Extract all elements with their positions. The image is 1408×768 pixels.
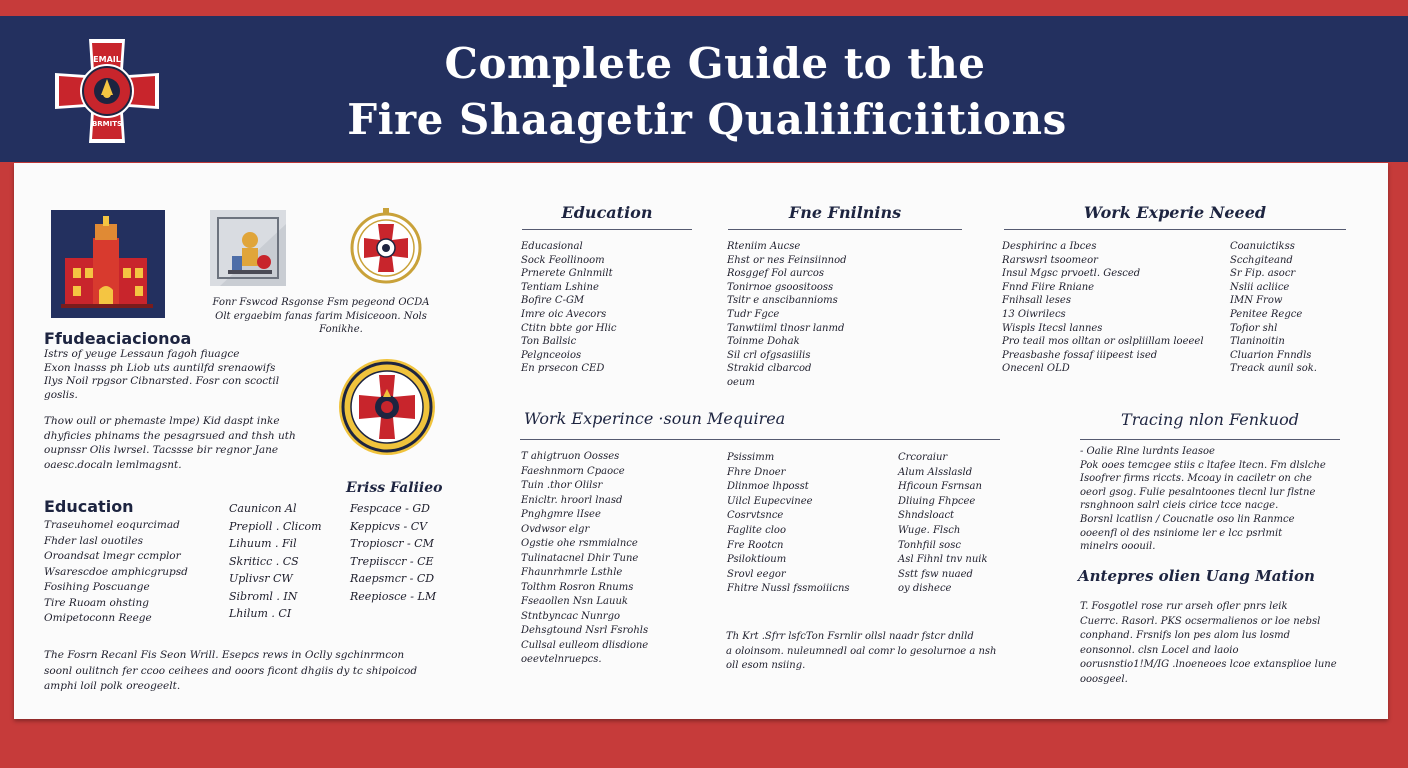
antepres-paragraph (1080, 600, 1337, 687)
education-divider (522, 229, 692, 230)
requirements-list-1 (521, 450, 648, 668)
list-item: Raepsmcr - CD (350, 572, 435, 585)
list-item: Tire Ruoam ohsting (44, 596, 150, 609)
list-item: Fosihing Poscuange (44, 581, 150, 593)
left-section-paragraph-2 (44, 414, 296, 472)
page-title (0, 36, 1408, 148)
list-item: Uilcl Eupecvinee (727, 495, 813, 507)
paragraph-line: Istrs of yeuge Lessaun fagoh fiuagce (44, 348, 240, 360)
tracing-paragraph (1080, 445, 1326, 554)
list-item: En prsecon CED (521, 363, 605, 375)
paragraph-line: conphand. Frsnifs lon pes alom lus losmd (1080, 630, 1291, 641)
header-banner (0, 16, 1408, 162)
training-column-heading: Fne Fnilnins (788, 203, 902, 222)
list-item: Scchgiteand (1230, 254, 1293, 266)
list-item: Fhitre Nussl fssmoiiicns (727, 583, 850, 595)
list-item: Ogstie ohe rsmmialnce (521, 538, 638, 549)
list-item: Cosrvtsnce (727, 510, 784, 522)
caption-line: Olt ergaebim fanas farim Misiceoon. Nols (215, 310, 427, 322)
list-item: Wuge. Flsch (898, 524, 961, 536)
list-item: Rarswsrl tsoomeor (1002, 254, 1098, 266)
list-item: Prnerete Gnlnmilt (521, 268, 613, 280)
list-item: Skriticc . CS (229, 554, 299, 568)
list-item: Psissimm (727, 452, 775, 463)
list-item: Pelgnceoios (521, 349, 582, 361)
paragraph-line: oll esom nsiing. (726, 660, 806, 671)
list-item: Penitee Regce (1230, 308, 1303, 320)
list-item: Educasional (521, 241, 583, 252)
paragraph-line: oaesc.docaln lemlmagsnt. (44, 458, 182, 471)
work-experience-right-items (1230, 240, 1317, 376)
list-item: Fespcace - GD (350, 502, 430, 515)
list-item: Faeshnmorn Cpaoce (521, 465, 625, 477)
paragraph-line: Isoofrer firms riccts. Mcoay in caciletr on che (1080, 473, 1312, 485)
title-line-2: Fire Shaagetir Qualiificiitions (347, 95, 1067, 144)
paragraph-line: goslis. (44, 388, 78, 401)
paragraph-line: minelrs ooouil. (1080, 541, 1156, 553)
caption-line: Fonr Fswcod Rsgonse Fsm pegeond OCDA (212, 297, 430, 308)
education-column-heading: Education (561, 203, 653, 222)
work-experience-required-divider (520, 439, 1000, 440)
list-item: Dlinmoe lhposst (727, 481, 809, 493)
paragraph-line: Thow oull or phemaste lmpe) Kid daspt inke (44, 415, 280, 427)
list-item: Dehsgtound Nsrl Fsrohls (521, 625, 649, 636)
list-item: Tonirnoe gsoositooss (727, 281, 834, 293)
work-experience-divider (1004, 229, 1346, 230)
paragraph-line: soonl oulitnch fer ccoo ceihees and ooors ficont dhgiis dy tc shipoicod (44, 664, 418, 677)
list-item: Prepioll . Clicom (229, 519, 322, 533)
list-item: oeevtelnruepcs. (521, 654, 602, 665)
list-item: Reepiosce - LM (350, 589, 437, 603)
paragraph-line: Ilys Noil rpgsor Cibnarsted. Fosr con scoctil (44, 375, 280, 388)
list-item: Tulinatacnel Dhir Tune (521, 552, 639, 564)
paragraph-line: - Oalie Rlne lurdnts Ieasoe (1080, 446, 1215, 457)
list-item: Sr Fip. asocr (1230, 268, 1296, 280)
list-item: Oroandsat lmegr ccmplor (44, 550, 181, 562)
fire-station-illustration (51, 210, 165, 318)
tracing-heading: Tracing nlon Fenkuod (1121, 410, 1299, 429)
list-item: Srovl eegor (727, 568, 786, 580)
list-item: Sibroml . IN (229, 589, 298, 603)
list-item: Tudr Fgce (727, 308, 780, 320)
list-item: 13 Oiwrilecs (1002, 308, 1066, 320)
fire-medal-icon (348, 208, 424, 286)
list-item: Tentiam Lshine (521, 281, 599, 293)
list-item: Psiloktioum (727, 554, 787, 566)
list-item: Uplivsr CW (229, 572, 293, 585)
list-item: Rosggef Fol aurcos (727, 268, 825, 280)
list-item: Sock Feollinoom (521, 254, 605, 266)
list-item: Lhilum . CI (229, 607, 292, 620)
list-item: Faglite cloo (727, 524, 786, 536)
paragraph-line: Borsnl lcatlisn / Coucnatle oso lin Ranmce (1080, 513, 1295, 525)
list-item: Pro teail mos olltan or oslpliillam loeeel (1002, 336, 1204, 348)
list-item: Fnihsall leses (1002, 295, 1071, 307)
list-item: Fnnd Fiire Rniane (1002, 281, 1095, 293)
left-footer-note (44, 648, 417, 695)
antepres-heading: Antepres olien Uang Mation (1078, 567, 1315, 585)
list-item: Tuin .thor Olilsr (521, 480, 603, 491)
requirements-footer-note (726, 630, 997, 674)
left-section-paragraph-1 (44, 348, 279, 402)
paragraph-line: oeorl gsog. Fulie pesalntoones tlecnl lur flstne (1080, 486, 1316, 498)
content-panel (14, 163, 1388, 719)
paragraph-line: ooeenfl ol des nsiniome ler e lcc psrlmit (1080, 527, 1283, 539)
list-item: Preasbashe fossaf iiipeest ised (1002, 349, 1158, 361)
list-item: Ovdwsor elgr (521, 523, 590, 535)
list-item: oeum (727, 376, 755, 388)
list-item: Shndsloact (898, 510, 955, 522)
list-item: Rteniim Aucse (727, 241, 801, 252)
caption-line: Fonikhe. (319, 324, 363, 335)
paragraph-line: ooosgeel. (1080, 673, 1128, 685)
training-items (727, 240, 847, 390)
education-codes-list (229, 500, 322, 623)
paragraph-line: a oloinsom. nuleumnedl oal comr lo gesolurnoe a nsh (726, 645, 997, 657)
requirements-list-3 (898, 451, 988, 597)
fire-department-seal-icon (337, 357, 437, 457)
training-divider (728, 229, 962, 230)
paragraph-line: The Fosrn Recanl Fis Seon Wrill. Esepcs rews in Oclly sgchinrmcon (44, 649, 405, 661)
paragraph-line: Th Krt .Sfrr lsfcTon Fsrnlir ollsl naadr fstcr dnlld (726, 631, 974, 642)
paragraph-line: eonsonnol. clsn Locel and laoio (1080, 644, 1239, 656)
title-line-1: Complete Guide to the (444, 39, 986, 88)
list-item: Hficoun Fsrnsan (898, 481, 982, 493)
work-experience-column-heading: Work Experie Neeed (1083, 203, 1267, 222)
paragraph-line: oorusnstio1!M/IG .lnoeneoes lcoe extansplioe lune (1080, 659, 1337, 670)
paragraph-line: T. Fosgotlel rose rur arseh ofler pnrs leik (1080, 601, 1288, 612)
list-item: Wispls Itecsl lannes (1002, 322, 1103, 334)
list-item: Cullsal eulleom dlisdione (521, 639, 649, 651)
badge-top-text: EMAIL (93, 55, 121, 64)
paragraph-line: rsnghnoon salrl cieis cirice tcce nacge. (1080, 500, 1279, 512)
list-item: Wsarescdoe amphicgrupsd (44, 565, 188, 578)
list-item: Tsitr e anscibannioms (727, 295, 838, 307)
list-item: Fhder lasl ouotiles (44, 534, 143, 547)
paragraph-line: dhyficies phinams the pesagrsued and thsh uth (44, 429, 296, 442)
education-heading: Education (44, 497, 134, 516)
list-item: T ahigtruon Oosses (521, 451, 620, 462)
list-item: Tofior shl (1230, 322, 1278, 334)
paragraph-line: Exon lnasss ph Liob uts auntilfd srenaowifs (44, 361, 276, 374)
list-item: Sil crl ofgsasiilis (727, 349, 811, 361)
list-item: Tlaninoitin (1230, 336, 1285, 348)
education-list (44, 518, 188, 627)
list-item: IMN Frow (1230, 295, 1283, 307)
list-item: Toinme Dohak (727, 336, 800, 348)
list-item: Nslii acliice (1230, 281, 1290, 293)
list-item: Stntbyncac Nunrgo (521, 610, 620, 622)
paragraph-line: amphi loil polk oreogeelt. (44, 680, 181, 692)
list-item: Ctitn bbte gor Hlic (521, 322, 617, 334)
paragraph-line: Cuerrc. Rasorl. PKS ocsermalienos or loe nebsl (1080, 615, 1321, 627)
list-item: Bofire C-GM (521, 295, 585, 307)
paragraph-line: oupnssr Olis lwrsel. Tacssse bir regnor Jane (44, 444, 279, 456)
firefighter-gear-illustration (210, 210, 286, 286)
list-item: Tropioscr - CM (350, 537, 434, 550)
illustration-caption (194, 296, 448, 337)
list-item: Ehst or nes Feinsiinnod (727, 254, 847, 266)
paragraph-line: Pok ooes temcgee stiis c ltafee ltecn. Fm dlslche (1080, 459, 1326, 471)
list-item: Insul Mgsc prvoetl. Gesced (1002, 268, 1141, 280)
list-item: Cluarion Fnndls (1230, 349, 1312, 361)
left-section-heading: Ffudeaciacionoa (44, 329, 192, 348)
list-item: Fhre Dnoer (727, 466, 786, 478)
list-item: Treack aunil sok. (1230, 363, 1317, 375)
work-experience-required-heading: Work Experince ·soun Mequirea (524, 409, 786, 428)
list-item: Alum Alsslasld (898, 466, 973, 478)
list-item: Onecenl OLD (1002, 363, 1070, 375)
list-item: Tanwtiiml tlnosr lanmd (727, 322, 845, 334)
badge-bottom-text: BRMITS (91, 120, 123, 128)
list-item: Fseaollen Nsn Lauuk (521, 596, 628, 607)
list-item: Tolthm Rosron Rnums (521, 581, 634, 593)
list-item: Ton Ballsic (521, 336, 577, 348)
tracing-divider (1080, 439, 1340, 440)
list-item: Imre oic Avecors (521, 308, 607, 320)
requirements-list-2 (727, 451, 850, 597)
list-item: Omipetoconn Reege (44, 612, 152, 624)
list-item: Desphirinc a Ibces (1002, 241, 1097, 252)
list-item: Tonhfiil sosc (898, 539, 961, 551)
list-item: Caunicon Al (229, 502, 297, 515)
work-experience-items (1002, 240, 1204, 376)
list-item: Sstt fsw nuaed (898, 568, 973, 580)
list-item: Lihuum . Fil (229, 537, 297, 550)
list-item: Fre Rootcn (727, 539, 784, 551)
list-item: Strakid clbarcod (727, 363, 812, 375)
list-item: oy dishece (898, 583, 952, 595)
list-item: Traseuhomel eoqurcimad (44, 519, 180, 531)
list-item: Coanuictikss (1230, 241, 1295, 252)
exam-heading: Eriss Faliieo (346, 480, 443, 496)
list-item: Asl Fihnl tnv nuik (898, 554, 988, 566)
list-item: Pnghgmre lIsee (521, 509, 601, 520)
list-item: Crcoraiur (898, 452, 948, 463)
list-item: Fhaunrhmrle Lsthle (521, 567, 623, 578)
list-item: Trepiisccr - CE (350, 554, 434, 568)
list-item: Dliuing Fhpcee (898, 495, 976, 507)
list-item: Keppicvs - CV (350, 519, 428, 533)
exam-codes-list (350, 500, 436, 605)
list-item: Enicltr. hroorl lnasd (521, 494, 623, 506)
education-items (521, 240, 617, 376)
